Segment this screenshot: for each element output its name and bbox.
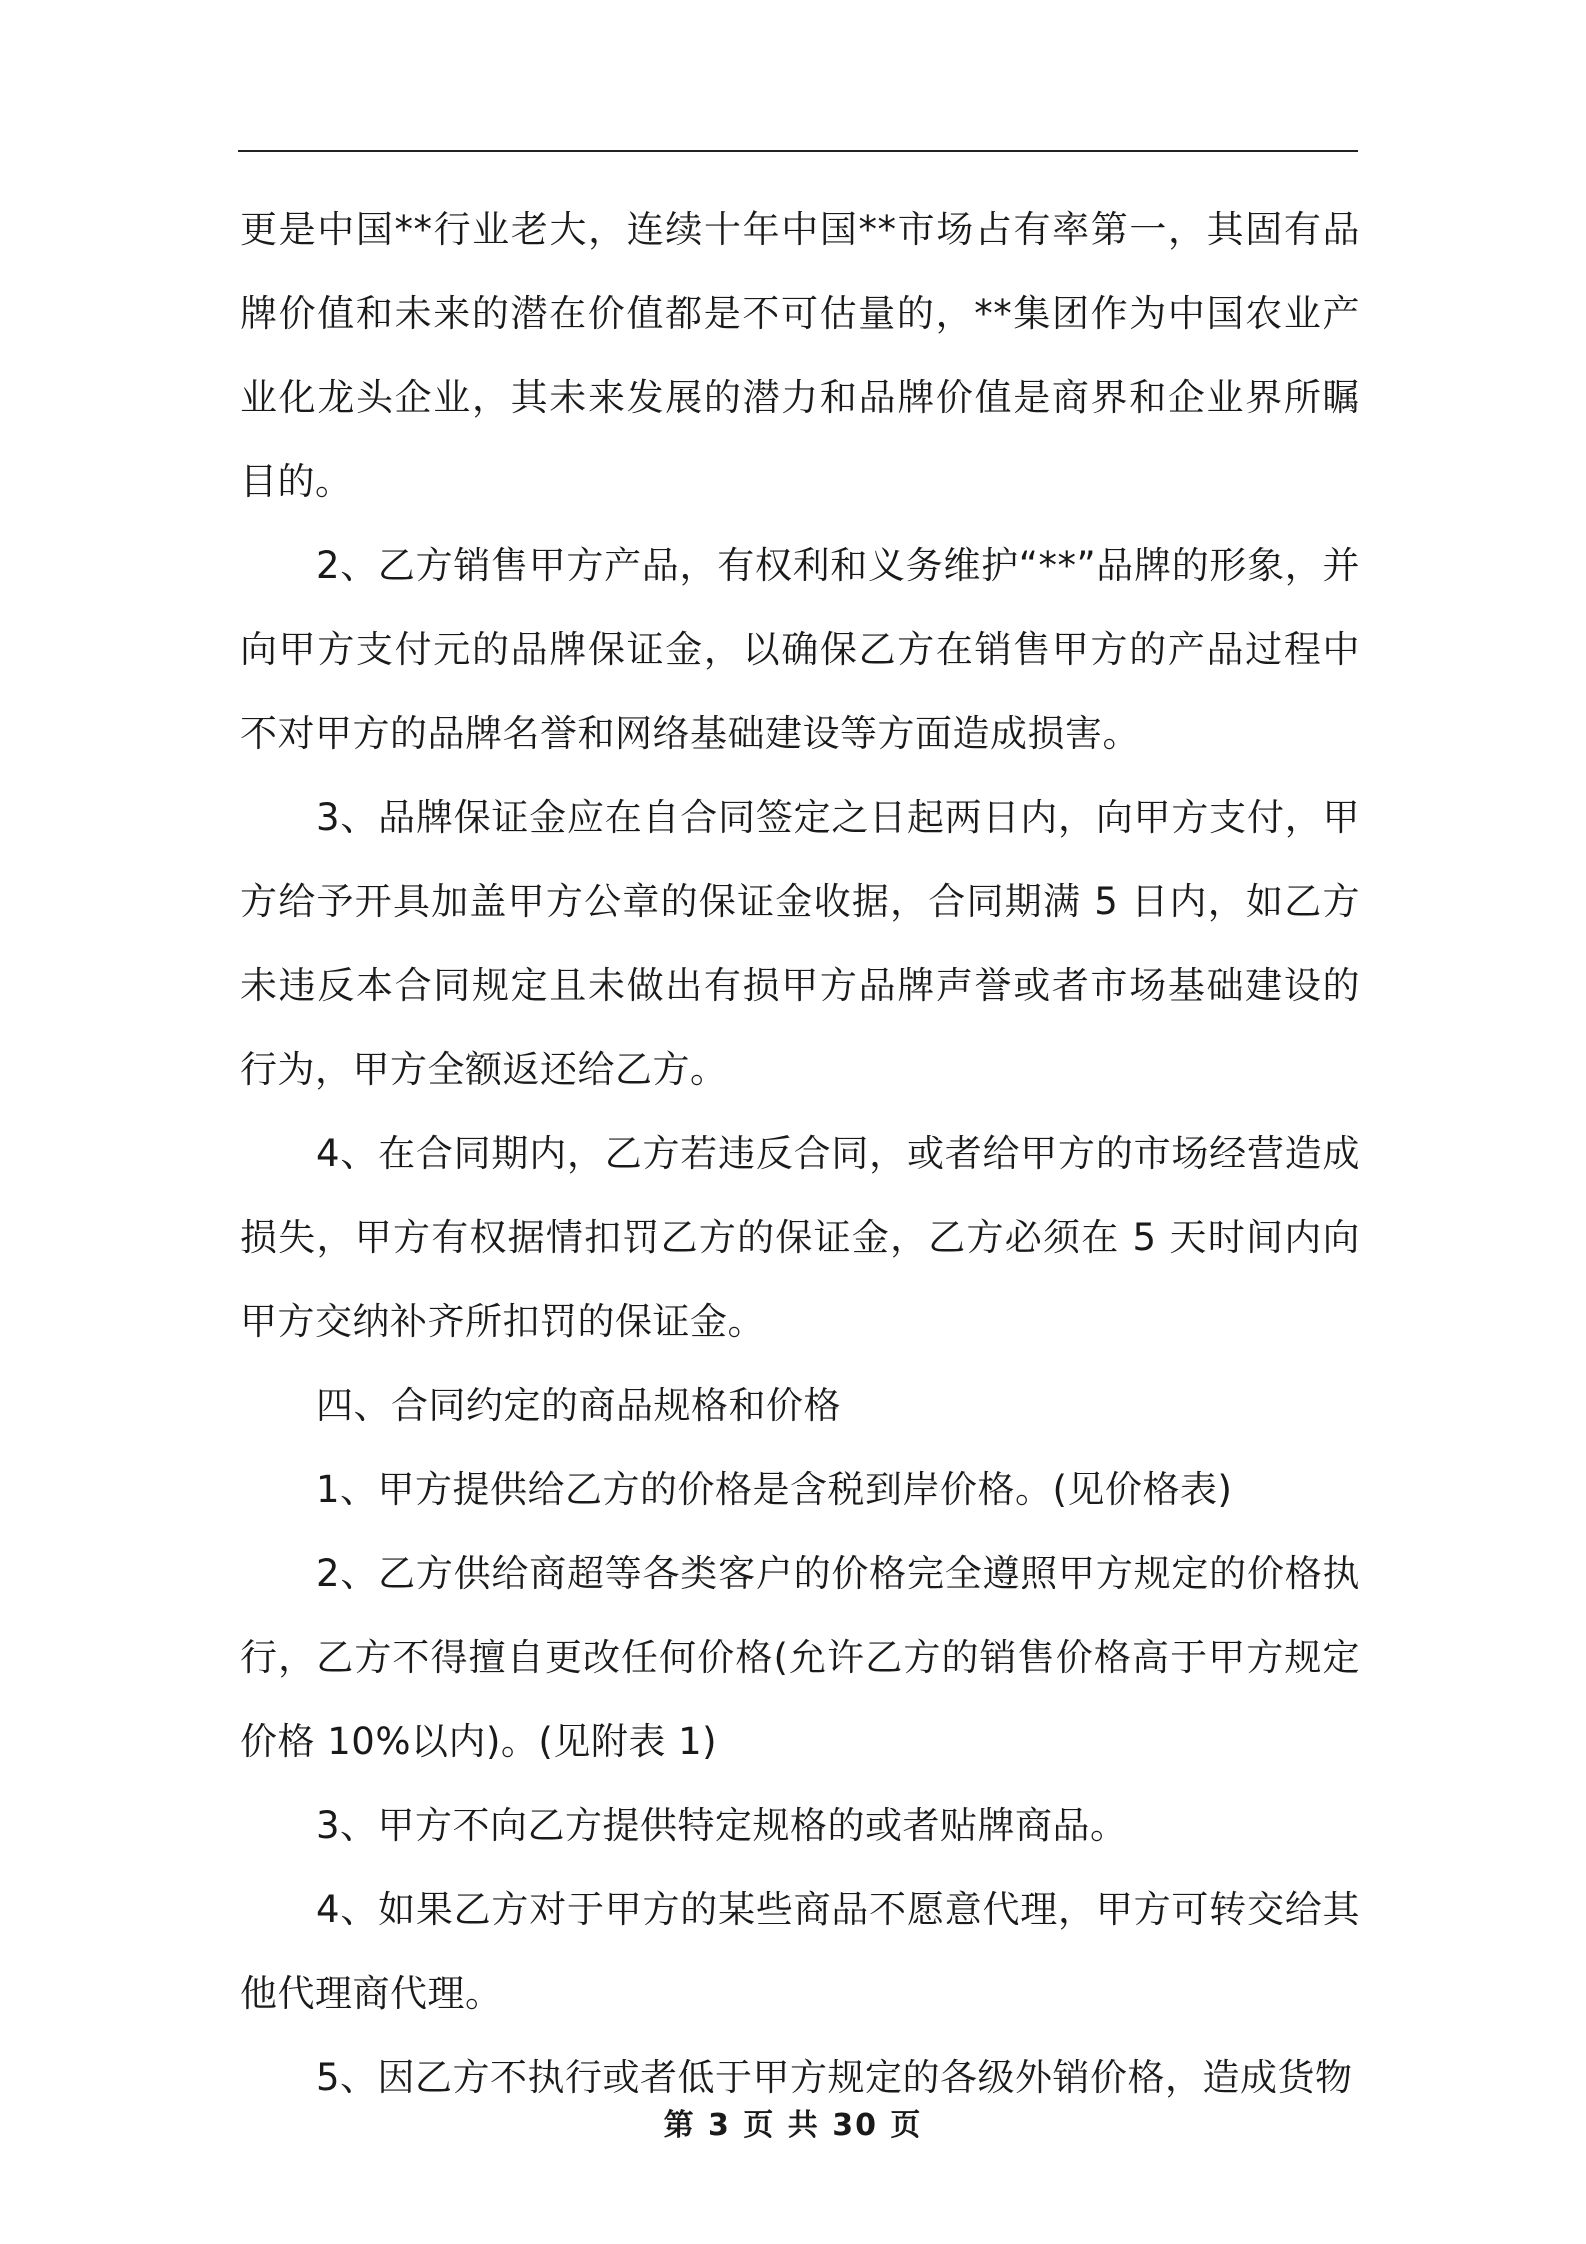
page-number: 第 3 页 共 30 页 — [663, 2108, 923, 2143]
paragraph-5: 1、甲方提供给乙方的价格是含税到岸价格。(见价格表) — [316, 1468, 1233, 1511]
paragraph-4: 4、在合同期内，乙方若违反合同，或者给甲方的市场经营造成损失，甲方有权据情扣罚乙方的保证金，乙方必须在 5 天时间内向甲方交纳补齐所扣罚的保证金。 — [240, 1132, 1360, 1343]
paragraph-7: 3、甲方不向乙方提供特定规格的或者贴牌商品。 — [316, 1804, 1128, 1847]
paragraph-6: 2、乙方供给商超等各类客户的价格完全遵照甲方规定的价格执行，乙方不得擅自更改任何价格(允许乙方的销售价格高于甲方规定价格 10%以内)。(见附表 1) — [240, 1552, 1360, 1763]
header-divider — [238, 150, 1358, 152]
document-body — [240, 188, 1360, 2120]
paragraph-3: 3、品牌保证金应在自合同签定之日起两日内，向甲方支付，甲方给予开具加盖甲方公章的保证金收据，合同期满 5 日内，如乙方未违反本合同规定且未做出有损甲方品牌声誉或者市场基础建设的行为，甲方全额返还给乙方。 — [240, 796, 1360, 1091]
paragraph-1: 更是中国**行业老大，连续十年中国**市场占有率第一，其固有品牌价值和未来的潜在价值都是不可估量的，**集团作为中国农业产业化龙头企业，其未来发展的潜力和品牌价值是商界和企业界所瞩目的。 — [240, 208, 1360, 503]
paragraph-9: 5、因乙方不执行或者低于甲方规定的各级外销价格，造成货物 — [316, 2056, 1353, 2099]
section-heading-4: 四、合同约定的商品规格和价格 — [316, 1384, 841, 1427]
paragraph-8: 4、如果乙方对于甲方的某些商品不愿意代理，甲方可转交给其他代理商代理。 — [240, 1888, 1360, 2015]
paragraph-2: 2、乙方销售甲方产品，有权利和义务维护“**”品牌的形象，并向甲方支付元的品牌保证金，以确保乙方在销售甲方的产品过程中不对甲方的品牌名誉和网络基础建设等方面造成损害。 — [240, 544, 1360, 755]
